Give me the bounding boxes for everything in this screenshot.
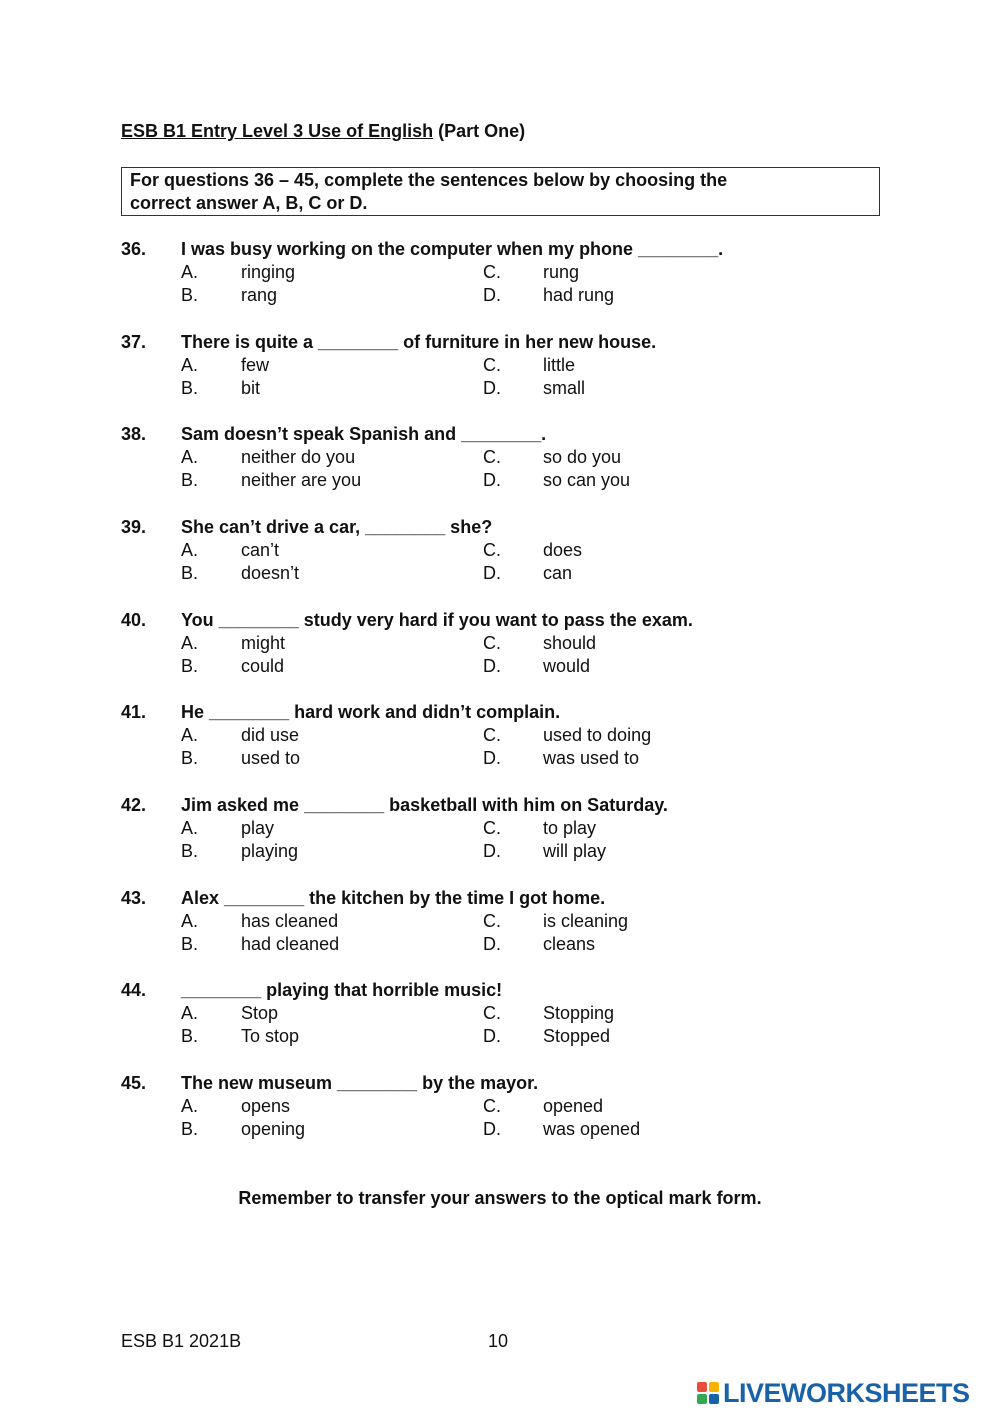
option-letter-b: B. bbox=[181, 285, 199, 305]
option-b[interactable]: opening bbox=[241, 1119, 306, 1139]
liveworksheets-brand[interactable] bbox=[697, 1378, 970, 1408]
question-number: 43. bbox=[121, 888, 147, 908]
option-a[interactable]: has cleaned bbox=[241, 911, 339, 931]
option-d[interactable]: was used to bbox=[543, 748, 640, 768]
question-line bbox=[121, 1072, 881, 1095]
option-letter-c: C. bbox=[483, 725, 501, 745]
option-letter-c: C. bbox=[483, 911, 501, 931]
option-letter-a: A. bbox=[181, 540, 199, 560]
option-letter-d: D. bbox=[483, 285, 501, 305]
question-text: Sam doesn’t speak Spanish and ________. bbox=[181, 424, 547, 444]
question-item bbox=[121, 887, 881, 956]
question-text: Jim asked me ________ basketball with him on Saturday. bbox=[181, 795, 668, 815]
option-row bbox=[121, 817, 881, 840]
option-letter-a: A. bbox=[181, 1003, 199, 1023]
option-letter-d: D. bbox=[483, 934, 501, 954]
option-a[interactable]: did use bbox=[241, 725, 300, 745]
option-letter-a: A. bbox=[181, 355, 199, 375]
option-row bbox=[121, 377, 881, 400]
option-letter-c: C. bbox=[483, 447, 501, 467]
option-letter-c: C. bbox=[483, 1003, 501, 1023]
option-c[interactable]: opened bbox=[543, 1096, 604, 1116]
option-letter-b: B. bbox=[181, 378, 199, 398]
option-b[interactable]: doesn’t bbox=[241, 563, 300, 583]
logo-square-1 bbox=[697, 1382, 707, 1392]
option-row bbox=[121, 1025, 881, 1048]
option-letter-a: A. bbox=[181, 911, 199, 931]
option-c[interactable]: is cleaning bbox=[543, 911, 629, 931]
option-b[interactable]: bit bbox=[241, 378, 261, 398]
option-row bbox=[121, 840, 881, 863]
question-item bbox=[121, 238, 881, 307]
option-letter-c: C. bbox=[483, 355, 501, 375]
question-number: 38. bbox=[121, 424, 147, 444]
option-row bbox=[121, 539, 881, 562]
option-row bbox=[121, 261, 881, 284]
question-line bbox=[121, 887, 881, 910]
option-d[interactable]: can bbox=[543, 563, 573, 583]
option-letter-b: B. bbox=[181, 1026, 199, 1046]
option-row bbox=[121, 446, 881, 469]
question-line bbox=[121, 701, 881, 724]
option-d[interactable]: will play bbox=[543, 841, 607, 861]
option-d[interactable]: was opened bbox=[543, 1119, 641, 1139]
option-letter-b: B. bbox=[181, 934, 199, 954]
title-suffix: (Part One) bbox=[433, 121, 526, 141]
option-letter-c: C. bbox=[483, 633, 501, 653]
option-b[interactable]: could bbox=[241, 656, 285, 676]
option-a[interactable]: might bbox=[241, 633, 286, 653]
option-letter-d: D. bbox=[483, 378, 501, 398]
option-row bbox=[121, 747, 881, 770]
option-letter-b: B. bbox=[181, 748, 199, 768]
option-b[interactable]: To stop bbox=[241, 1026, 300, 1046]
question-item bbox=[121, 423, 881, 492]
question-line bbox=[121, 609, 881, 632]
question-line bbox=[121, 331, 881, 354]
option-d[interactable]: would bbox=[543, 656, 591, 676]
option-row bbox=[121, 1118, 881, 1141]
option-row bbox=[121, 1002, 881, 1025]
option-letter-a: A. bbox=[181, 447, 199, 467]
option-letter-b: B. bbox=[181, 470, 199, 490]
question-line bbox=[121, 979, 881, 1002]
question-number: 36. bbox=[121, 239, 147, 259]
option-c[interactable]: Stopping bbox=[543, 1003, 615, 1023]
option-a[interactable]: can’t bbox=[241, 540, 280, 560]
option-row bbox=[121, 354, 881, 377]
option-letter-b: B. bbox=[181, 1119, 199, 1139]
option-letter-a: A. bbox=[181, 262, 199, 282]
logo-square-2 bbox=[709, 1382, 719, 1392]
option-c[interactable]: does bbox=[543, 540, 583, 560]
question-item bbox=[121, 794, 881, 863]
question-number: 42. bbox=[121, 795, 147, 815]
question-number: 41. bbox=[121, 702, 147, 722]
option-row bbox=[121, 469, 881, 492]
option-d[interactable]: had rung bbox=[543, 285, 615, 305]
option-d[interactable]: Stopped bbox=[543, 1026, 611, 1046]
option-a[interactable]: ringing bbox=[241, 262, 296, 282]
option-row bbox=[121, 724, 881, 747]
option-c[interactable]: so do you bbox=[543, 447, 622, 467]
option-row bbox=[121, 933, 881, 956]
transfer-reminder: Remember to transfer your answers to the optical mark form. bbox=[238, 1188, 762, 1208]
question-text: Alex ________ the kitchen by the time I got home. bbox=[181, 888, 606, 908]
logo-square-3 bbox=[697, 1394, 707, 1404]
option-d[interactable]: small bbox=[543, 378, 586, 398]
option-b[interactable]: rang bbox=[241, 285, 278, 305]
logo-square-4 bbox=[709, 1394, 719, 1404]
option-a[interactable]: play bbox=[241, 818, 275, 838]
option-b[interactable]: playing bbox=[241, 841, 299, 861]
option-letter-b: B. bbox=[181, 841, 199, 861]
instructions-line-1: For questions 36 – 45, complete the sentences below by choosing the bbox=[130, 170, 728, 190]
option-c[interactable]: used to doing bbox=[543, 725, 652, 745]
option-c[interactable]: should bbox=[543, 633, 597, 653]
instructions-line-2: correct answer A, B, C or D. bbox=[130, 193, 368, 213]
option-a[interactable]: Stop bbox=[241, 1003, 279, 1023]
option-letter-c: C. bbox=[483, 1096, 501, 1116]
question-number: 39. bbox=[121, 517, 147, 537]
question-line bbox=[121, 238, 881, 261]
question-line bbox=[121, 794, 881, 817]
option-letter-c: C. bbox=[483, 818, 501, 838]
option-c[interactable]: rung bbox=[543, 262, 580, 282]
option-letter-c: C. bbox=[483, 540, 501, 560]
page-number: 10 bbox=[488, 1331, 509, 1351]
question-item bbox=[121, 979, 881, 1048]
question-text: ________ playing that horrible music! bbox=[181, 980, 503, 1000]
option-row bbox=[121, 1095, 881, 1118]
option-b[interactable]: had cleaned bbox=[241, 934, 340, 954]
option-letter-c: C. bbox=[483, 262, 501, 282]
question-item bbox=[121, 331, 881, 400]
option-d[interactable]: so can you bbox=[543, 470, 631, 490]
option-letter-d: D. bbox=[483, 841, 501, 861]
question-line bbox=[121, 516, 881, 539]
question-line bbox=[121, 423, 881, 446]
question-text: The new museum ________ by the mayor. bbox=[181, 1073, 539, 1093]
question-number: 44. bbox=[121, 980, 147, 1000]
option-d[interactable]: cleans bbox=[543, 934, 596, 954]
option-letter-b: B. bbox=[181, 563, 199, 583]
option-c[interactable]: to play bbox=[543, 818, 597, 838]
title-underlined: ESB B1 Entry Level 3 Use of English bbox=[121, 121, 434, 141]
question-text: I was busy working on the computer when my phone ________. bbox=[181, 239, 724, 259]
question-number: 37. bbox=[121, 332, 147, 352]
question-text: She can’t drive a car, ________ she? bbox=[181, 517, 493, 537]
question-item bbox=[121, 609, 881, 678]
option-letter-d: D. bbox=[483, 748, 501, 768]
option-a[interactable]: neither do you bbox=[241, 447, 356, 467]
option-b[interactable]: used to bbox=[241, 748, 301, 768]
option-letter-d: D. bbox=[483, 1119, 501, 1139]
option-letter-a: A. bbox=[181, 818, 199, 838]
option-row bbox=[121, 562, 881, 585]
liveworksheets-logo-icon bbox=[697, 1382, 719, 1404]
question-number: 40. bbox=[121, 610, 147, 630]
question-number: 45. bbox=[121, 1073, 147, 1093]
brand-name: LIVEWORKSHEETS bbox=[723, 1377, 970, 1408]
option-letter-d: D. bbox=[483, 563, 501, 583]
option-letter-d: D. bbox=[483, 1026, 501, 1046]
option-row bbox=[121, 284, 881, 307]
option-row bbox=[121, 632, 881, 655]
option-letter-b: B. bbox=[181, 656, 199, 676]
question-text: You ________ study very hard if you want to pass the exam. bbox=[181, 610, 693, 630]
question-text: He ________ hard work and didn’t complain. bbox=[181, 702, 561, 722]
option-letter-a: A. bbox=[181, 1096, 199, 1116]
instructions-box bbox=[121, 167, 880, 216]
option-a[interactable]: few bbox=[241, 355, 270, 375]
question-item bbox=[121, 701, 881, 770]
option-letter-d: D. bbox=[483, 656, 501, 676]
question-item bbox=[121, 516, 881, 585]
option-b[interactable]: neither are you bbox=[241, 470, 362, 490]
question-text: There is quite a ________ of furniture in her new house. bbox=[181, 332, 657, 352]
option-letter-d: D. bbox=[483, 470, 501, 490]
option-a[interactable]: opens bbox=[241, 1096, 291, 1116]
option-c[interactable]: little bbox=[543, 355, 576, 375]
option-letter-a: A. bbox=[181, 725, 199, 745]
question-item bbox=[121, 1072, 881, 1141]
exam-code: ESB B1 2021B bbox=[121, 1331, 242, 1351]
section-title bbox=[121, 121, 525, 142]
option-row bbox=[121, 910, 881, 933]
option-letter-a: A. bbox=[181, 633, 199, 653]
option-row bbox=[121, 655, 881, 678]
